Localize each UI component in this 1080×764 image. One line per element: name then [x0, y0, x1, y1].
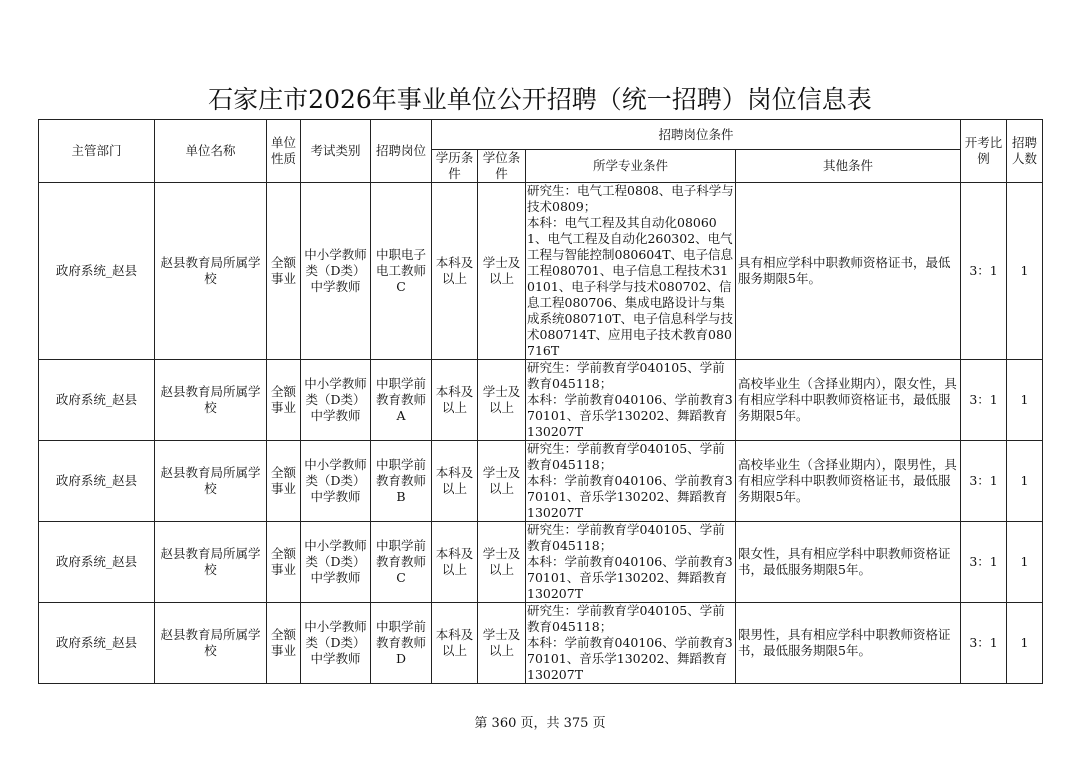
cell-ratio: 3：1 [961, 441, 1007, 522]
cell-count: 1 [1007, 603, 1043, 684]
cell-edu: 本科及以上 [432, 603, 478, 684]
table-row [39, 183, 1043, 360]
cell-degree: 学士及以上 [478, 522, 526, 603]
cell-exam: 中小学教师类（D类）中学教师 [301, 441, 371, 522]
cell-count: 1 [1007, 360, 1043, 441]
cell-count: 1 [1007, 183, 1043, 360]
header-degree: 学位条件 [478, 150, 526, 183]
cell-major: 研究生：学前教育学040105、学前教育045118； 本科：学前教育040106、学前教育370101、音乐学130202、舞蹈教育130207T [526, 603, 736, 684]
cell-edu: 本科及以上 [432, 522, 478, 603]
table-row [39, 522, 1043, 603]
cell-degree: 学士及以上 [478, 360, 526, 441]
cell-edu: 本科及以上 [432, 183, 478, 360]
cell-exam: 中小学教师类（D类）中学教师 [301, 360, 371, 441]
header-dept: 主管部门 [39, 120, 155, 183]
cell-unit: 赵县教育局所属学校 [155, 441, 267, 522]
header-exam: 考试类别 [301, 120, 371, 183]
cell-nature: 全额事业 [267, 603, 301, 684]
cell-edu: 本科及以上 [432, 360, 478, 441]
cell-nature: 全额事业 [267, 522, 301, 603]
table-row [39, 441, 1043, 522]
header-edu: 学历条件 [432, 150, 478, 183]
cell-unit: 赵县教育局所属学校 [155, 603, 267, 684]
cell-degree: 学士及以上 [478, 603, 526, 684]
cell-major: 研究生：电气工程0808、电子科学与技术0809； 本科：电气工程及其自动化080601、电气工程及自动化260302、电气工程与智能控制080604T、电子信息工程080701、电子信息工程技术310101、电子科学与技术080702、信息工程080706、集成电路设计与集成系统080710T、电子信息科学与技术080714T、应用电子技术教育080716T [527, 183, 734, 358]
table-row [39, 603, 1043, 684]
job-table [38, 119, 1043, 684]
cell-unit: 赵县教育局所属学校 [155, 183, 267, 360]
cell-exam: 中小学教师类（D类）中学教师 [301, 603, 371, 684]
cell-degree: 学士及以上 [478, 441, 526, 522]
cell-other: 限男性，具有相应学科中职教师资格证书，最低服务期限5年。 [736, 603, 961, 684]
cell-dept: 政府系统_赵县 [39, 522, 155, 603]
header-unit: 单位名称 [155, 120, 267, 183]
cell-exam: 中小学教师类（D类）中学教师 [301, 183, 371, 360]
header-count: 招聘人数 [1007, 120, 1043, 183]
cell-unit: 赵县教育局所属学校 [155, 522, 267, 603]
cell-dept: 政府系统_赵县 [39, 603, 155, 684]
cell-dept: 政府系统_赵县 [39, 183, 155, 360]
cell-ratio: 3：1 [961, 360, 1007, 441]
header-major: 所学专业条件 [526, 150, 736, 183]
cell-post: 中职学前教育教师B [371, 441, 432, 522]
cell-count: 1 [1007, 441, 1043, 522]
cell-post: 中职学前教育教师A [371, 360, 432, 441]
cell-post: 中职学前教育教师C [371, 522, 432, 603]
cell-exam: 中小学教师类（D类）中学教师 [301, 522, 371, 603]
cell-other: 高校毕业生（含择业期内），限女性，具有相应学科中职教师资格证书，最低服务期限5年。 [736, 360, 961, 441]
cell-post: 中职电子电工教师C [371, 183, 432, 360]
cell-other: 高校毕业生（含择业期内），限男性，具有相应学科中职教师资格证书，最低服务期限5年。 [736, 441, 961, 522]
page-number: 第 360 页，共 375 页 [474, 716, 606, 731]
cell-post: 中职学前教育教师D [371, 603, 432, 684]
cell-ratio: 3：1 [961, 183, 1007, 360]
header-post: 招聘岗位 [371, 120, 432, 183]
cell-nature: 全额事业 [267, 360, 301, 441]
cell-major: 研究生：学前教育学040105、学前教育045118； 本科：学前教育040106、学前教育370101、音乐学130202、舞蹈教育130207T [526, 441, 736, 522]
cell-major: 研究生：学前教育学040105、学前教育045118； 本科：学前教育040106、学前教育370101、音乐学130202、舞蹈教育130207T [526, 522, 736, 603]
cell-major: 研究生：学前教育学040105、学前教育045118； 本科：学前教育040106、学前教育370101、音乐学130202、舞蹈教育130207T [526, 360, 736, 441]
cell-unit: 赵县教育局所属学校 [155, 360, 267, 441]
cell-nature: 全额事业 [267, 441, 301, 522]
cell-count: 1 [1007, 522, 1043, 603]
page-title: 石家庄市2026年事业单位公开招聘（统一招聘）岗位信息表 [208, 85, 872, 114]
cell-dept: 政府系统_赵县 [39, 360, 155, 441]
table-row [39, 360, 1043, 441]
cell-degree: 学士及以上 [478, 183, 526, 360]
header-nature: 单位性质 [267, 120, 301, 183]
header-other: 其他条件 [736, 150, 961, 183]
header-ratio: 开考比例 [961, 120, 1007, 183]
cell-edu: 本科及以上 [432, 441, 478, 522]
cell-nature: 全额事业 [267, 183, 301, 360]
cell-ratio: 3：1 [961, 603, 1007, 684]
cell-other: 限女性，具有相应学科中职教师资格证书，最低服务期限5年。 [736, 522, 961, 603]
header-conditions: 招聘岗位条件 [432, 120, 961, 150]
cell-other: 具有相应学科中职教师资格证书，最低服务期限5年。 [736, 183, 961, 360]
cell-dept: 政府系统_赵县 [39, 441, 155, 522]
cell-ratio: 3：1 [961, 522, 1007, 603]
